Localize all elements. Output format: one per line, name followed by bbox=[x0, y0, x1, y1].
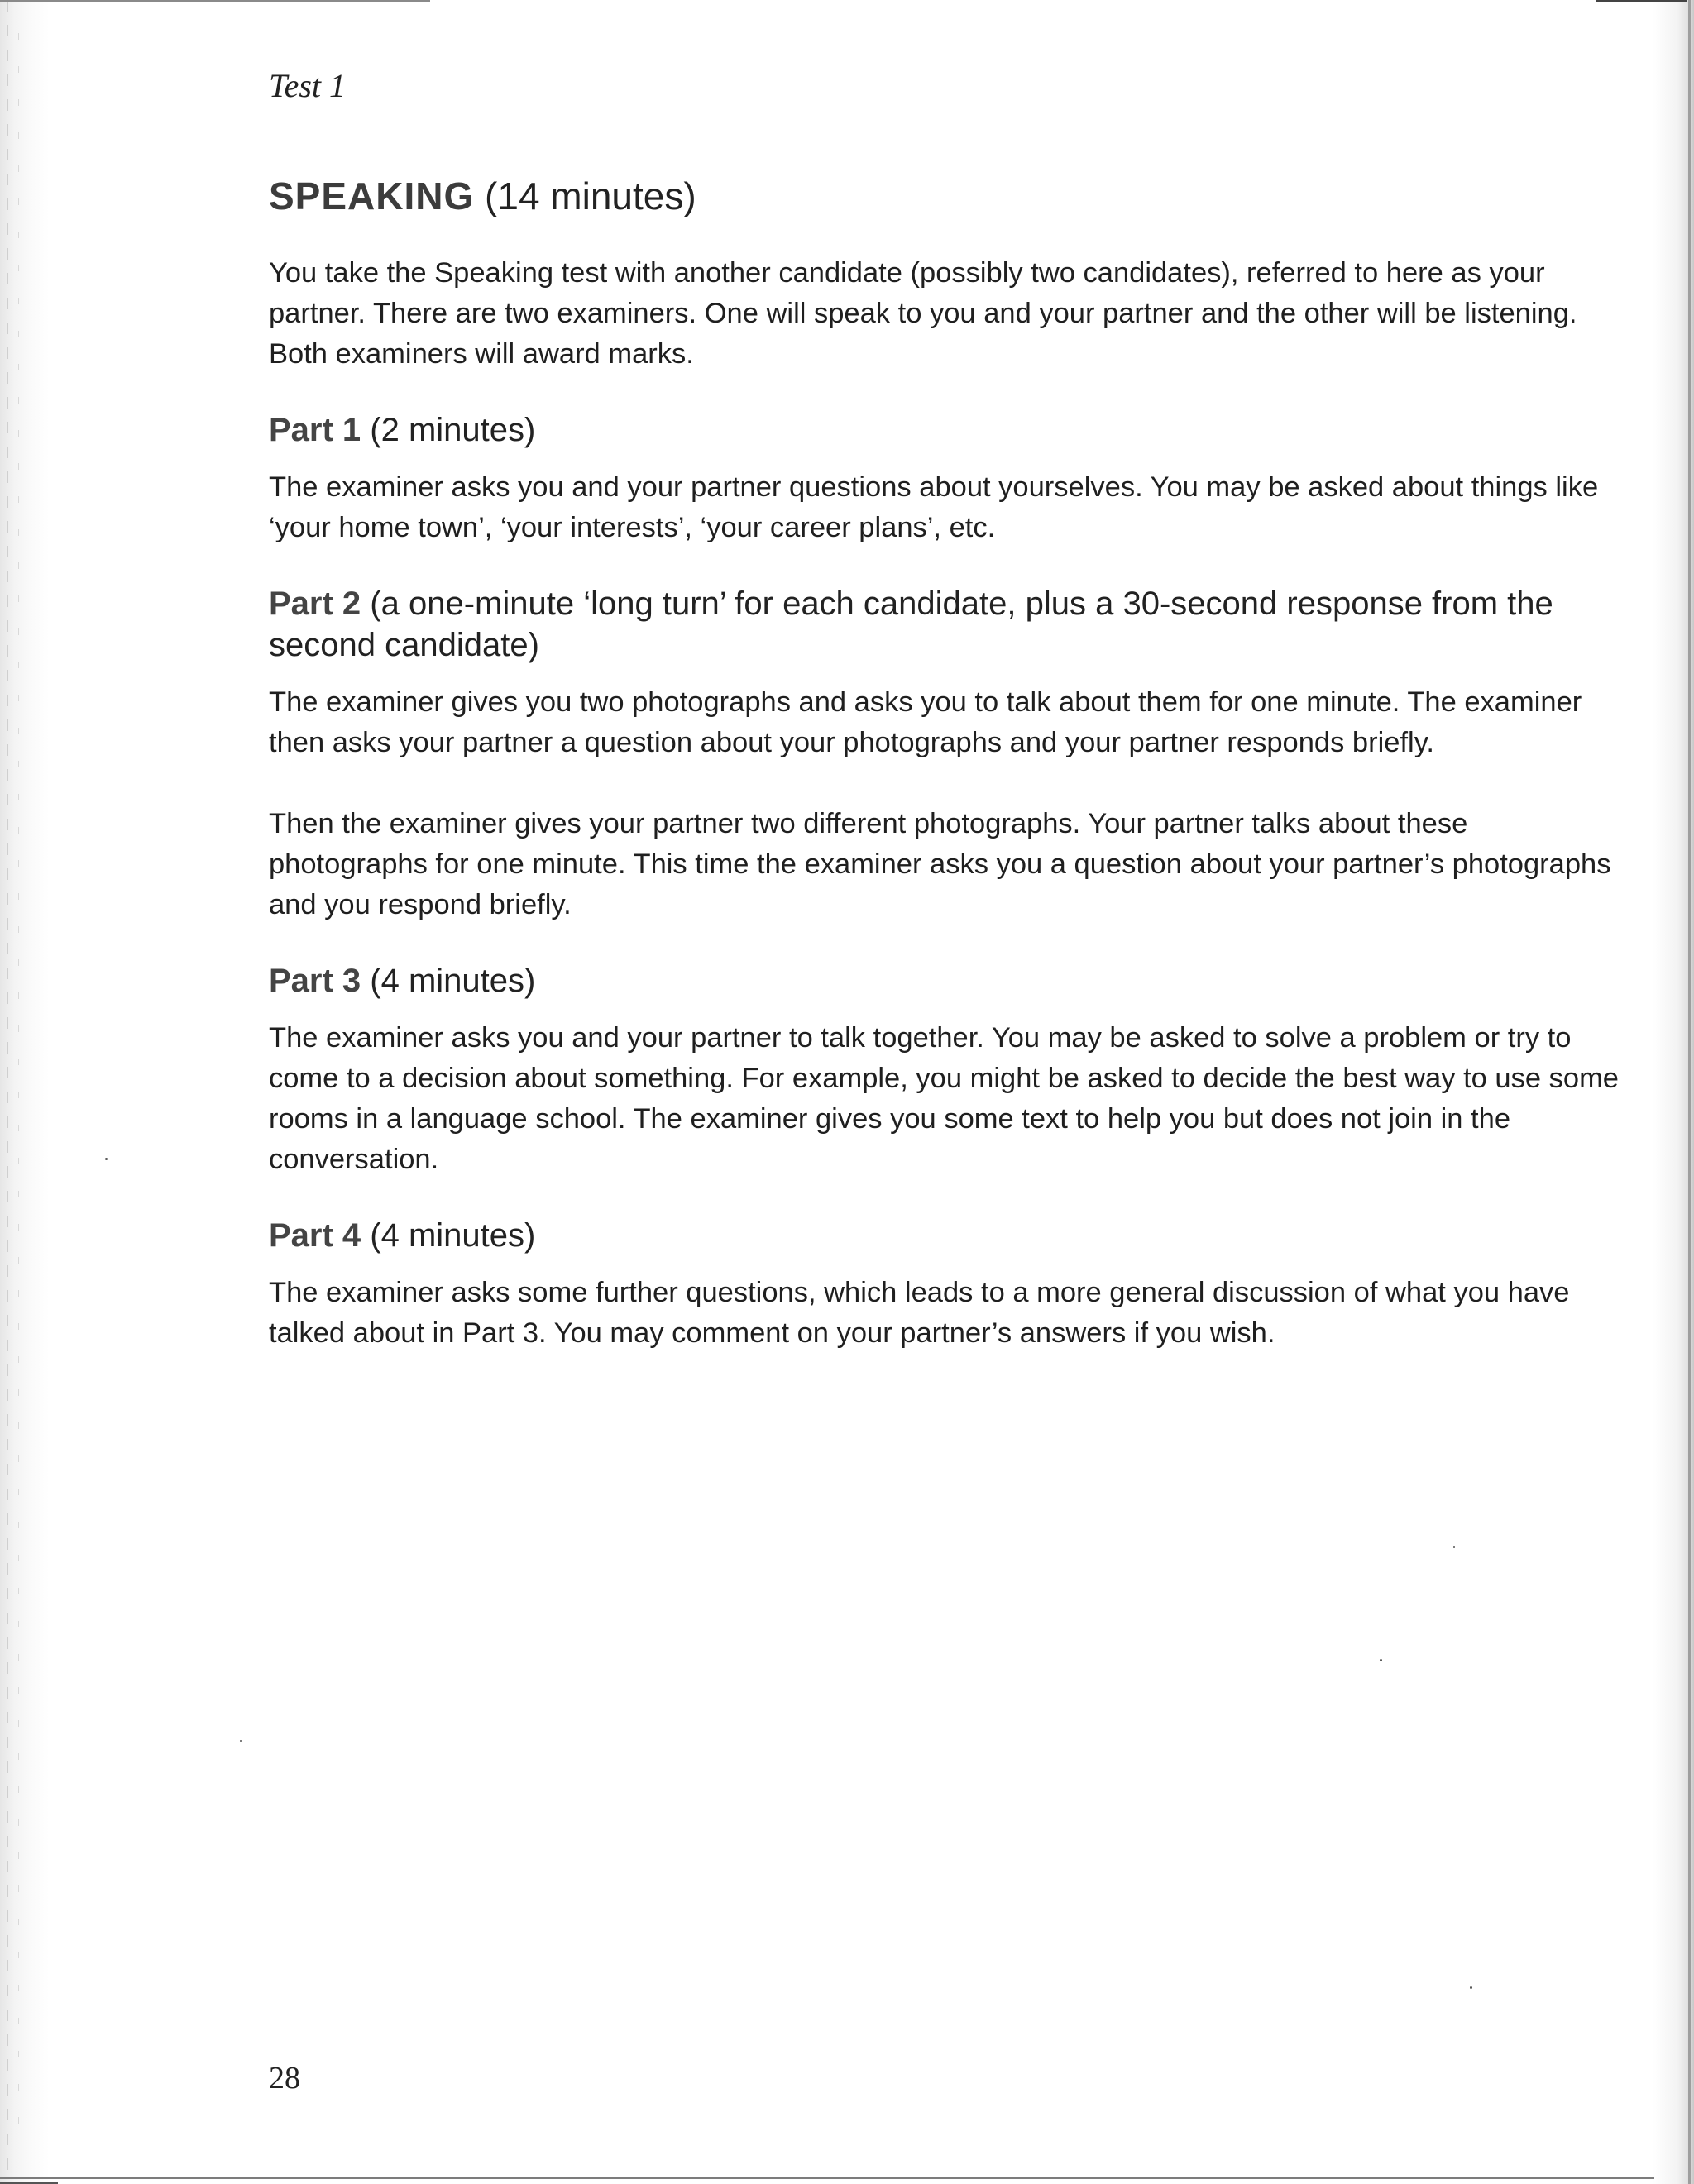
page-content bbox=[269, 172, 1625, 1388]
page-number: 28 bbox=[269, 2061, 300, 2096]
scan-speck bbox=[1380, 1659, 1382, 1661]
part-3-paragraph: The examiner asks you and your partner to talk together. You may be asked to solve a problem or try to come to a decision about something. For example, you might be asked to decide the best way to use some rooms in a language school. The examiner gives you some text to help you but does not join in the conversation. bbox=[269, 1022, 1619, 1175]
scan-bottom-rule bbox=[0, 2177, 1654, 2179]
section-title-caps: SPEAKING bbox=[269, 174, 475, 217]
scan-speck bbox=[105, 1158, 108, 1160]
section-title bbox=[269, 172, 1625, 220]
scan-right-edge bbox=[1653, 0, 1694, 2184]
part-1-label: Part 1 bbox=[269, 412, 361, 448]
part-3-label: Part 3 bbox=[269, 963, 361, 999]
scan-speck bbox=[1470, 1986, 1472, 1989]
scan-speck bbox=[240, 1740, 242, 1742]
part-3-duration: (4 minutes) bbox=[370, 963, 536, 999]
part-2-heading bbox=[269, 583, 1625, 666]
scan-top-rule-right bbox=[1596, 0, 1687, 2]
scan-left-edge bbox=[0, 0, 50, 2184]
part-2-paragraph-2: Then the examiner gives your partner two different photographs. Your partner talks about these photographs for one minute. This time the examiner asks you a question about your partner’s photographs and you respond briefly. bbox=[269, 808, 1611, 920]
part-2-duration: (a one-minute ‘long turn’ for each candidate, plus a 30-second response from the second candidate) bbox=[269, 585, 1553, 663]
part-4-section bbox=[269, 1215, 1625, 1354]
running-head: Test 1 bbox=[269, 67, 347, 104]
scan-speck bbox=[1453, 1546, 1455, 1548]
part-1-paragraph: The examiner asks you and your partner questions about yourselves. You may be asked about things like ‘your home town’, ‘your interests’, ‘your career plans’, etc. bbox=[269, 471, 1599, 543]
intro-paragraph: You take the Speaking test with another candidate (possibly two candidates), referred to here as your partner. There are two examiners. One will speak to you and your partner and the other will be listening. Both examiners will award marks. bbox=[269, 257, 1577, 370]
scan-top-rule bbox=[0, 0, 430, 2]
part-2-label: Part 2 bbox=[269, 585, 361, 622]
part-3-heading bbox=[269, 960, 1625, 1001]
part-1-heading bbox=[269, 409, 1625, 451]
part-4-paragraph: The examiner asks some further questions, which leads to a more general discussion of what you have talked about in Part 3. You may comment on your partner’s answers if you wish. bbox=[269, 1277, 1570, 1349]
part-4-heading bbox=[269, 1215, 1625, 1256]
part-1-duration: (2 minutes) bbox=[370, 412, 536, 448]
part-2-paragraph-1: The examiner gives you two photographs and asks you to talk about them for one minute. The examiner then asks your partner a question about your photographs and your partner responds briefly. bbox=[269, 686, 1582, 758]
part-4-label: Part 4 bbox=[269, 1217, 361, 1254]
part-3-section bbox=[269, 960, 1625, 1180]
part-4-duration: (4 minutes) bbox=[370, 1217, 536, 1254]
section-title-duration: (14 minutes) bbox=[485, 174, 696, 217]
part-2-section bbox=[269, 583, 1625, 925]
part-1-section bbox=[269, 409, 1625, 548]
